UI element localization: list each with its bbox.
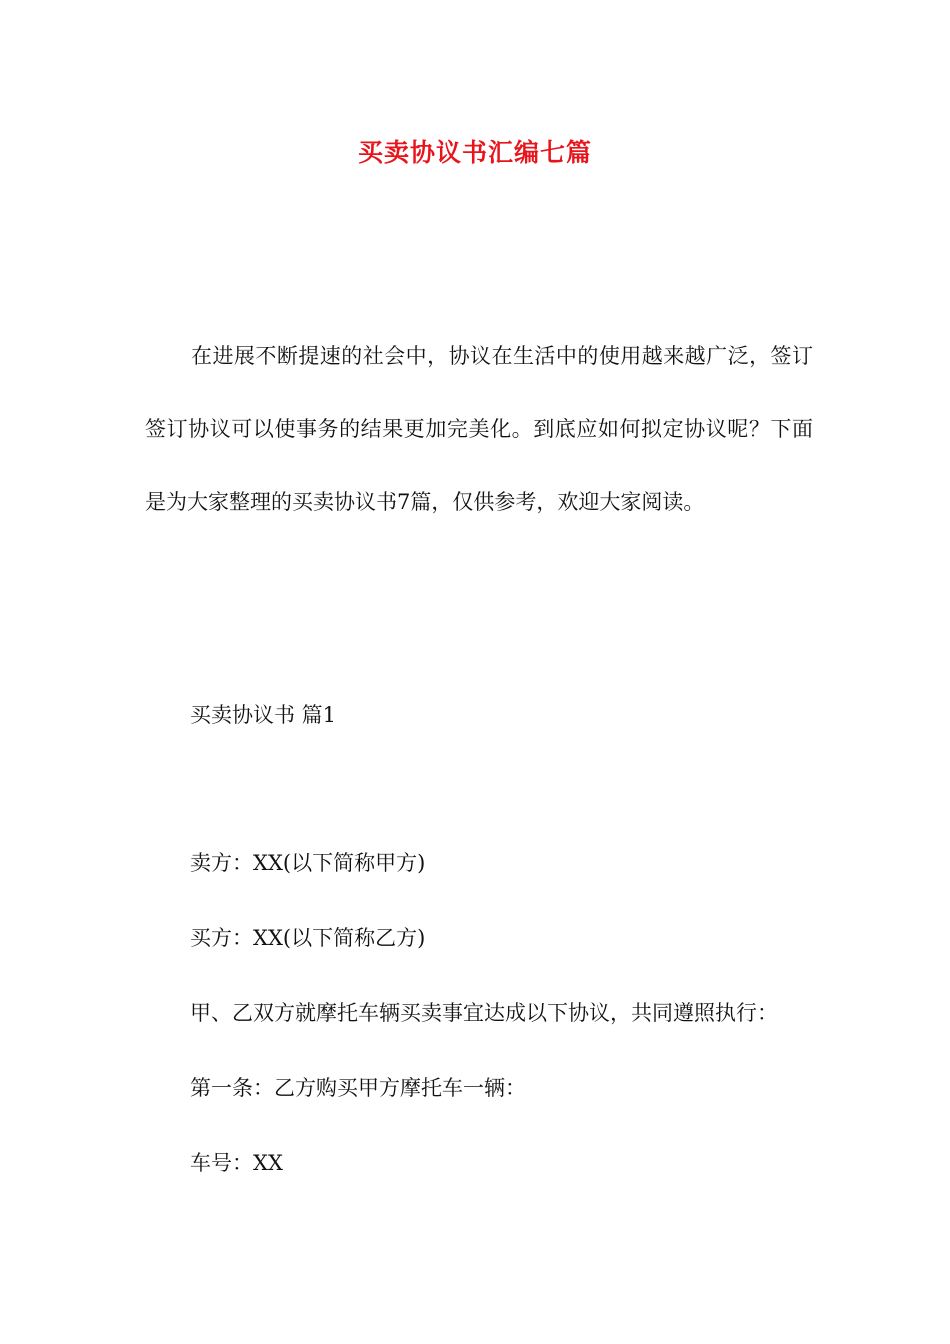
buyer-line: 买方：XX(以下简称乙方) <box>190 926 426 950</box>
plate-number-line: 车号：XX <box>190 1151 283 1175</box>
agreement-line: 甲、乙双方就摩托车辆买卖事宜达成以下协议，共同遵照执行： <box>190 1001 778 1025</box>
article-1-line: 第一条：乙方购买甲方摩托车一辆： <box>190 1076 526 1100</box>
intro-paragraph: 在进展不断提速的社会中，协议在生活中的使用越来越广泛，签订签订协议可以使事务的结果更加完美化。到底应如何拟定协议呢？下面是为大家整理的买卖协议书7篇，仅供参考，欢迎大家阅读。 <box>145 344 813 514</box>
section-heading: 买卖协议书 篇1 <box>190 703 337 727</box>
seller-line: 卖方：XX(以下简称甲方) <box>190 851 426 875</box>
document-title: 买卖协议书汇编七篇 <box>357 138 592 167</box>
